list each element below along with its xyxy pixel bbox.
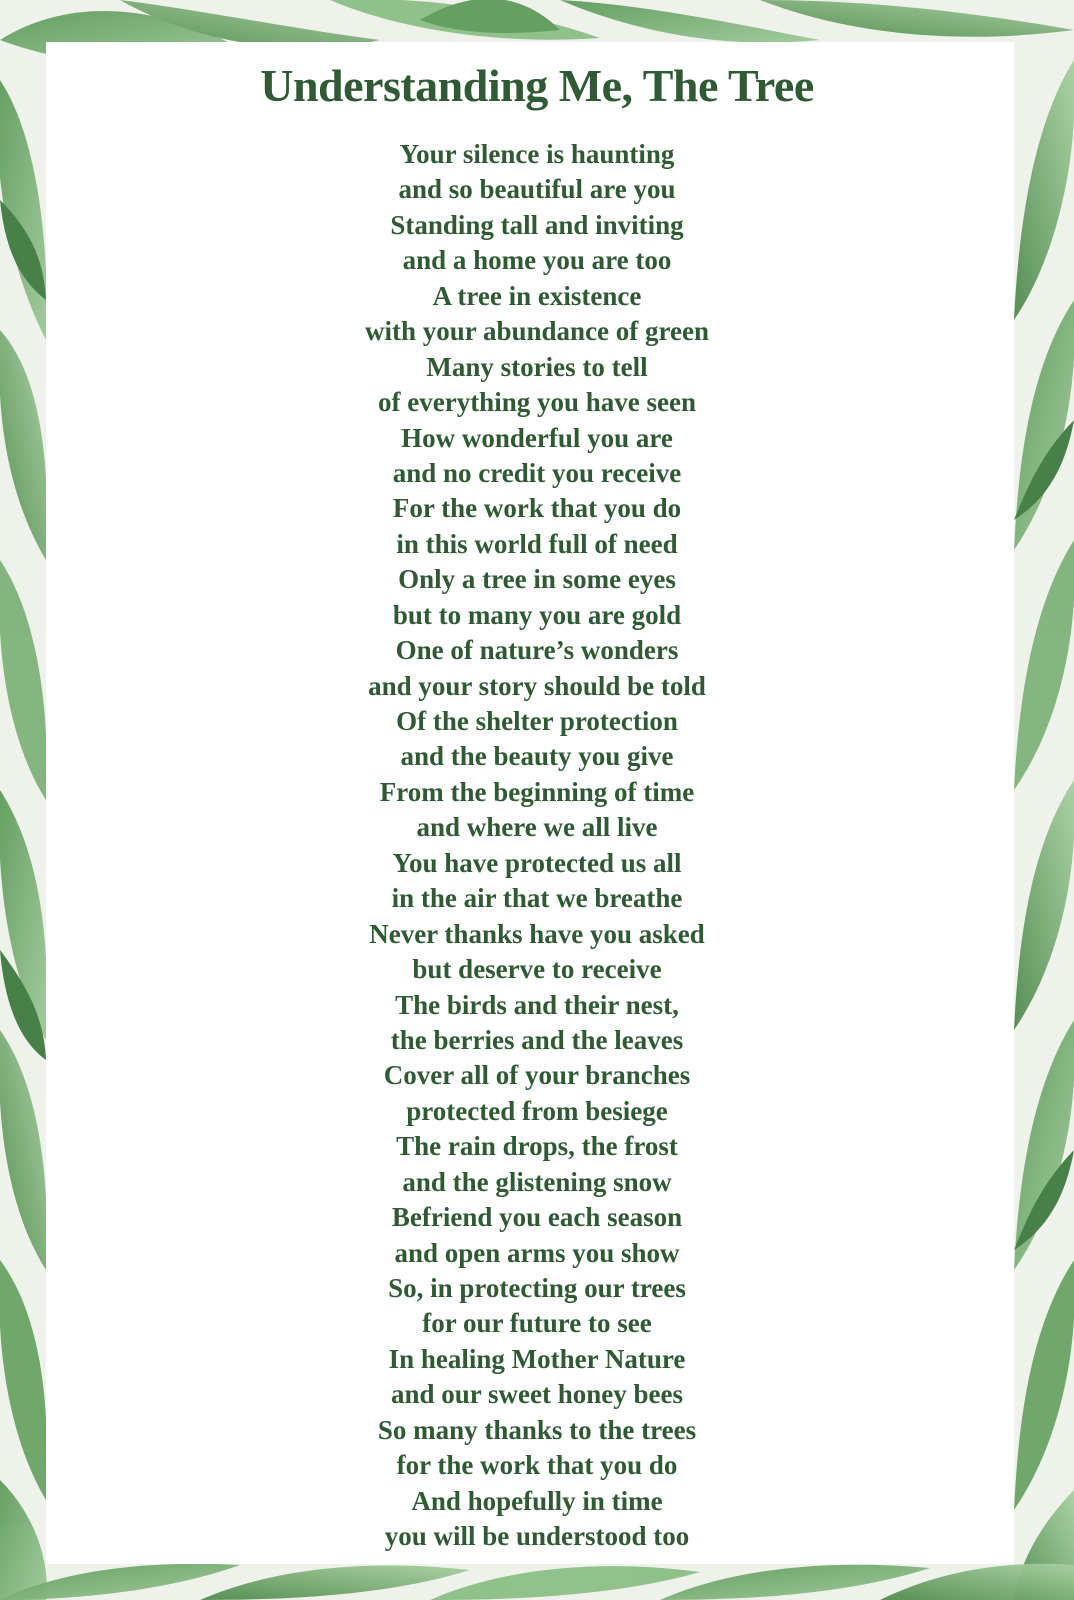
poem-line: In healing Mother Nature <box>388 1343 686 1374</box>
poem-line: you will be understood too <box>384 1521 690 1552</box>
poem-line: For the work that you do <box>392 493 682 524</box>
poem-line: and the glistening snow <box>402 1166 672 1197</box>
poem-line: for the work that you do <box>396 1450 678 1481</box>
poem-line: Standing tall and inviting <box>390 209 684 240</box>
poem-line: Cover all of your branches <box>383 1060 691 1091</box>
poem-title: Understanding Me, The Tree <box>260 60 814 111</box>
poem-line: and open arms you show <box>394 1237 680 1268</box>
poem-line: the berries and the leaves <box>390 1024 684 1055</box>
poem-line: but to many you are gold <box>392 599 682 630</box>
poem-line: Many stories to tell <box>426 351 648 382</box>
poem-line: in the air that we breathe <box>391 883 683 914</box>
poem-line: Of the shelter protection <box>396 706 678 736</box>
poem-line: and where we all live <box>416 812 658 843</box>
poem-line: and the beauty you give <box>400 741 674 772</box>
poem-line: protected from besiege <box>406 1095 668 1126</box>
poem-line: and your story should be told <box>368 670 706 701</box>
poem-line: A tree in existence <box>432 280 642 311</box>
poem-line: You have protected us all <box>392 847 682 878</box>
poem-line: The rain drops, the frost <box>396 1131 678 1162</box>
poem-line: Befriend you each season <box>391 1202 683 1233</box>
poem-line: for our future to see <box>422 1308 652 1339</box>
poem-line: Only a tree in some eyes <box>398 564 676 595</box>
poem-line: The birds and their nest, <box>395 989 679 1020</box>
poem-line: And hopefully in time <box>411 1485 663 1516</box>
poem-line: So, in protecting our trees <box>388 1273 686 1303</box>
poem-line: and no credit you receive <box>392 457 682 488</box>
poem-line: So many thanks to the trees <box>377 1414 697 1445</box>
poem-line: of everything you have seen <box>378 387 696 418</box>
poem-line: and our sweet honey bees <box>390 1379 684 1410</box>
poem-body <box>0 137 1074 1555</box>
poem-line: Never thanks have you asked <box>369 918 705 949</box>
poem-line: and a home you are too <box>402 245 672 276</box>
poem-line: in this world full of need <box>396 528 678 559</box>
poem-line: One of nature’s wonders <box>395 635 679 666</box>
poem-line: How wonderful you are <box>401 422 673 453</box>
poem-line: From the beginning of time <box>379 776 695 807</box>
poem-line: and so beautiful are you <box>398 174 676 205</box>
poem-line: with your abundance of green <box>364 316 710 347</box>
poem-line: but deserve to receive <box>412 954 662 985</box>
poem-line: Your silence is haunting <box>399 139 675 169</box>
